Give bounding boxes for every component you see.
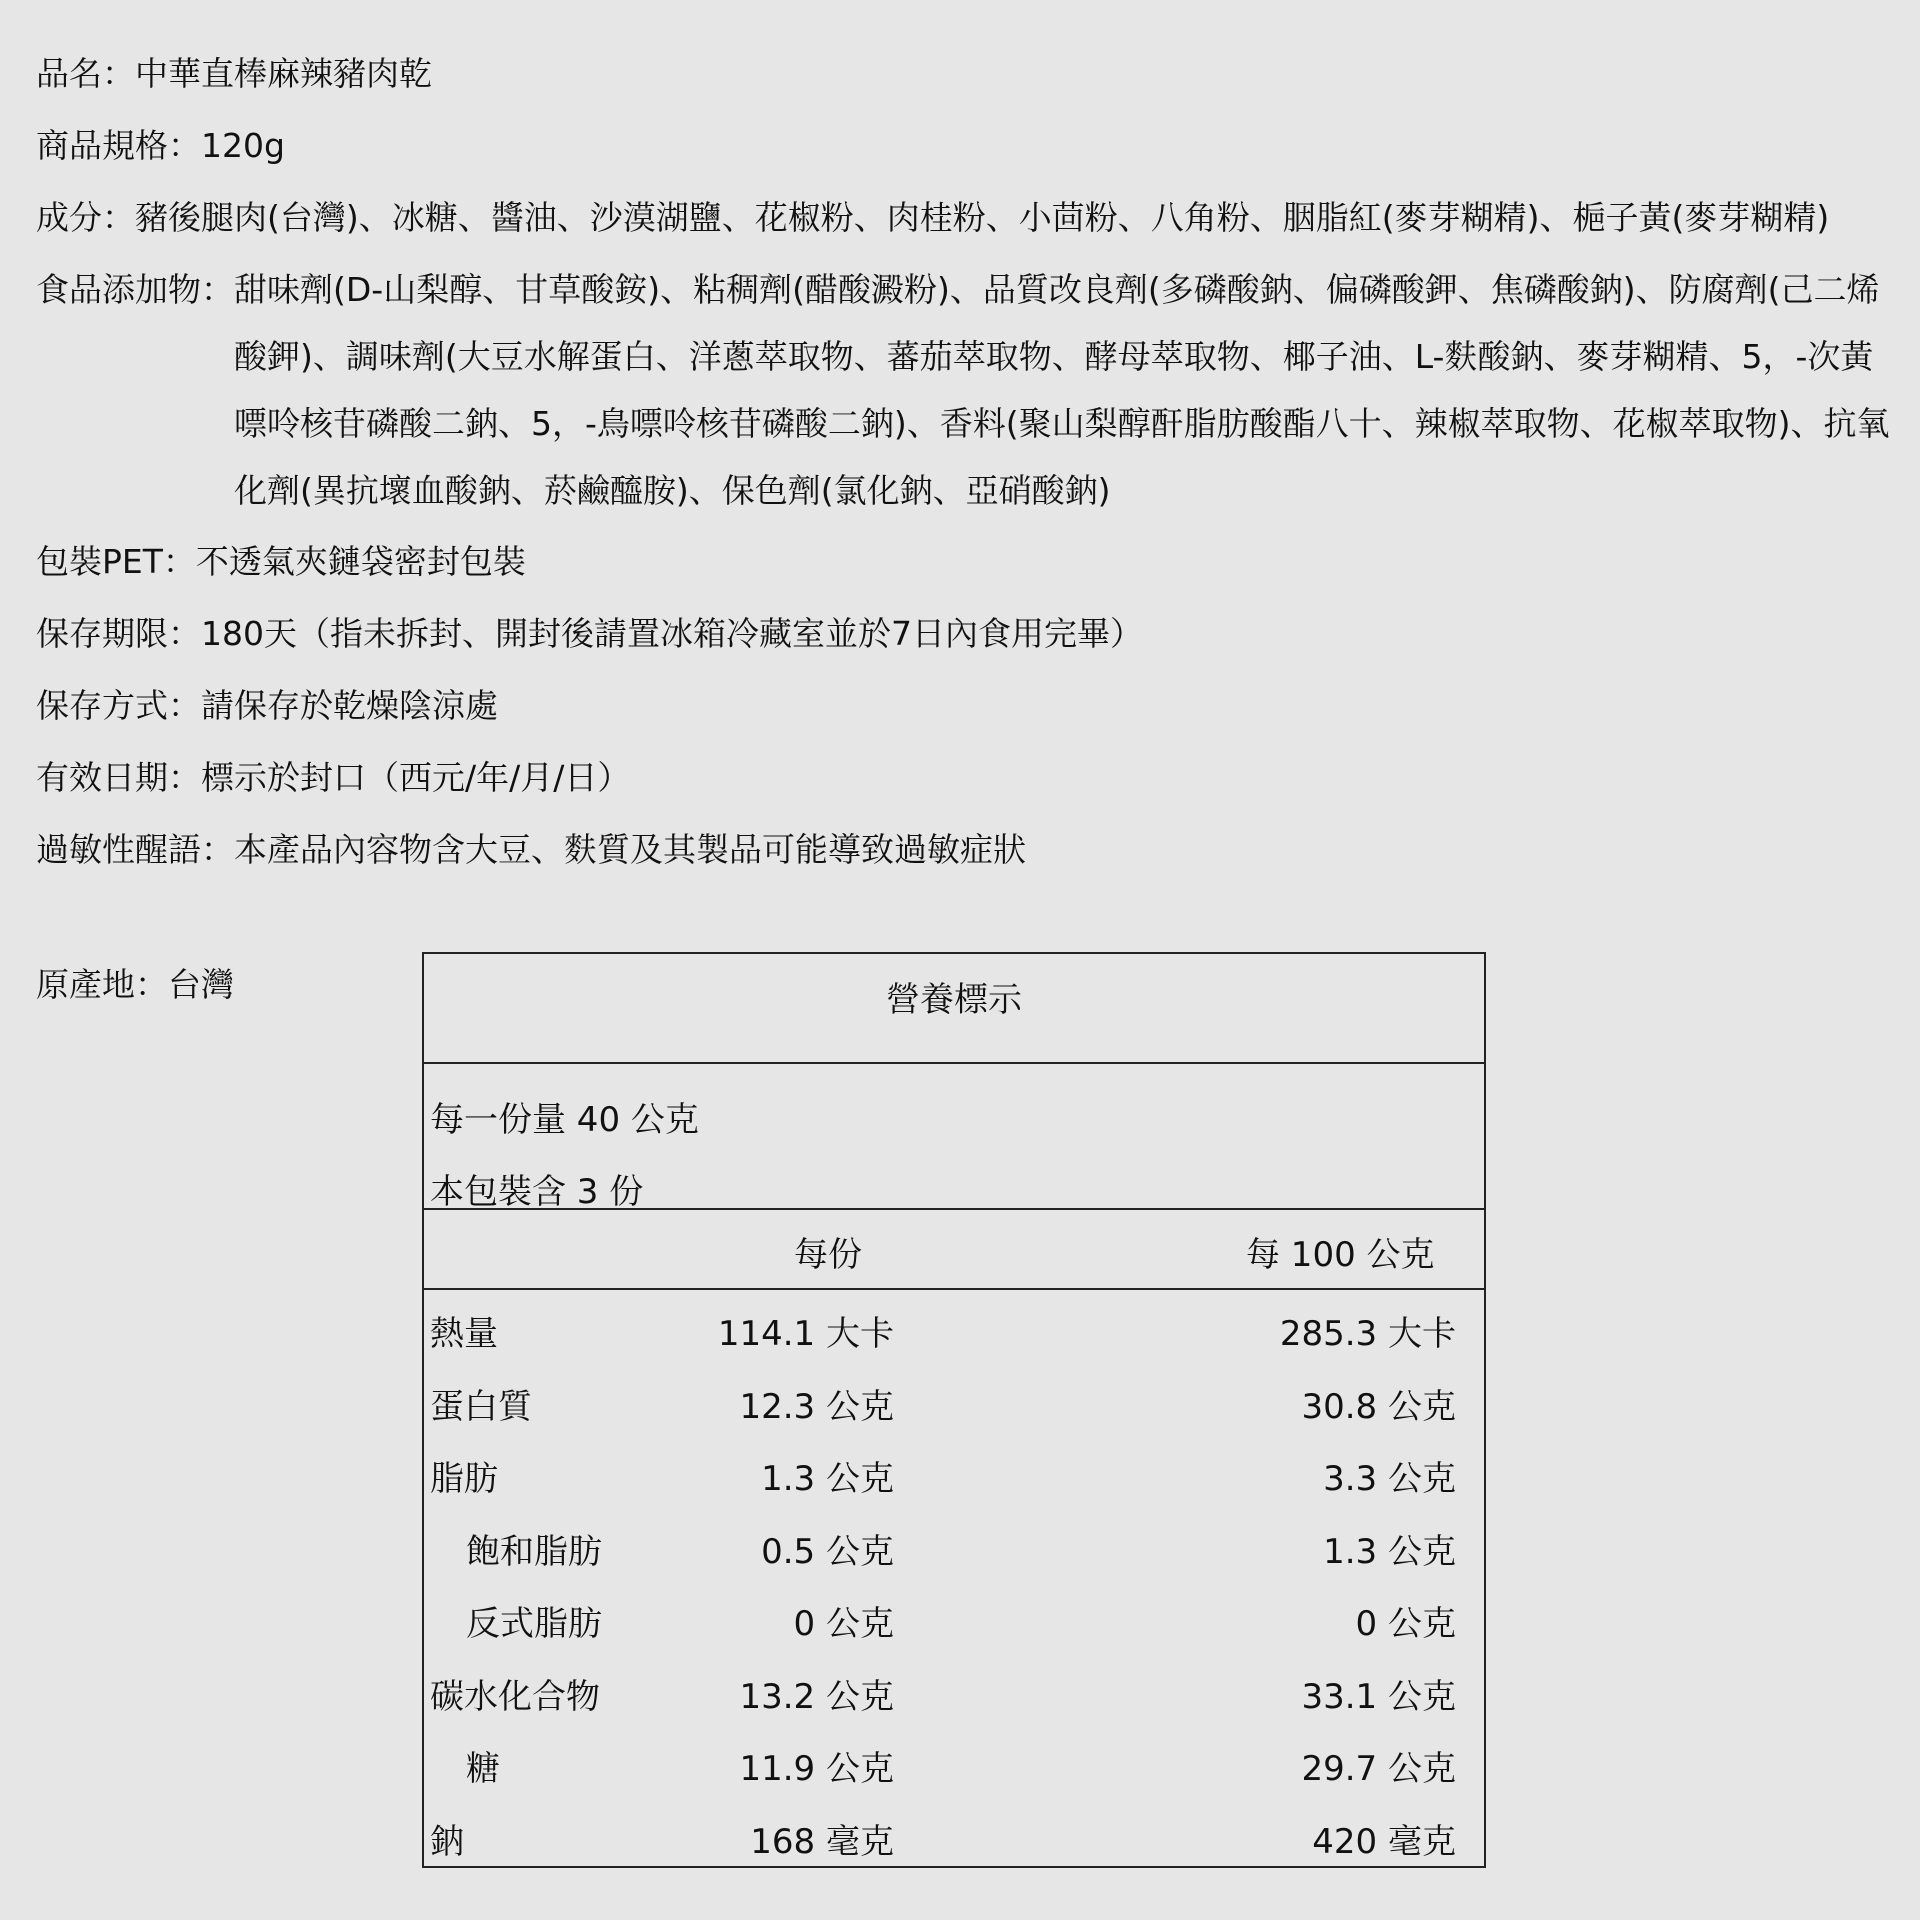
per-100g-value: 285.3 大卡 <box>1279 1314 1456 1354</box>
nutrient-name: 糖 <box>466 1749 500 1789</box>
servings-per-package: 本包裝含 3 份 <box>430 1172 644 1212</box>
info-value: 甜味劑(D-山梨醇、甘草酸銨)、粘稠劑(醋酸澱粉)、品質改良劑(多磷酸鈉、偏磷酸鉀、焦磷酸鈉)、防腐劑(己二烯酸鉀)、調味劑(大豆水解蛋白、洋蔥萃取物、蕃茄萃取物、酵母萃取物、椰子油、L-麩酸鈉、麥芽糊精、5，-次黃嘌呤核苷磷酸二鈉、5，-鳥嘌呤核苷磷酸二鈉)、香料(聚山梨醇酐脂肪酸酯八十、辣椒萃取物、花椒萃取物)、抗氧化劑(異抗壞血酸鈉、菸鹼醯胺)、保色劑(氯化鈉、亞硝酸鈉) <box>234 270 1890 510</box>
origin <box>36 958 234 1012</box>
nutrition-title: 營養標示 <box>424 954 1484 1064</box>
per-serving-value: 168 毫克 <box>750 1821 894 1862</box>
info-value: 標示於封口（西元/年/月/日） <box>201 758 631 797</box>
nutrition-table <box>422 952 1486 1868</box>
info-value: 本產品內容物含大豆、麩質及其製品可能導致過敏症狀 <box>234 830 1026 869</box>
nutrient-row <box>424 1661 1484 1734</box>
info-label: 過敏性醒語： <box>36 830 234 869</box>
info-value: 中華直棒麻辣豬肉乾 <box>135 54 432 93</box>
info-label: 保存期限： <box>36 614 201 653</box>
per-100g-value: 3.3 公克 <box>1323 1459 1456 1499</box>
nutrient-row <box>424 1588 1484 1661</box>
per-serving-value: 0 公克 <box>793 1604 894 1644</box>
per-100g-value: 0 公克 <box>1355 1604 1456 1644</box>
per-100g-value: 420 毫克 <box>1312 1821 1456 1862</box>
nutrient-name: 蛋白質 <box>430 1386 532 1427</box>
info-row-ingredients <box>36 184 1896 252</box>
info-row-packaging <box>36 528 1896 596</box>
nutrient-row <box>424 1371 1484 1444</box>
serving-size: 每一份量 40 公克 <box>430 1100 699 1140</box>
per-serving-value: 12.3 公克 <box>739 1386 894 1427</box>
info-value: 120g <box>201 126 285 165</box>
info-row-additives <box>36 256 1896 524</box>
nutrient-name: 熱量 <box>430 1314 498 1354</box>
nutrient-row <box>424 1516 1484 1589</box>
per-100g-value: 33.1 公克 <box>1301 1676 1456 1717</box>
per-serving-value: 0.5 公克 <box>761 1531 894 1572</box>
nutrition-header <box>424 1210 1484 1290</box>
per-100g-value: 30.8 公克 <box>1301 1386 1456 1427</box>
per-serving-value: 114.1 大卡 <box>717 1314 894 1354</box>
info-label: 有效日期： <box>36 758 201 797</box>
nutrient-row <box>424 1733 1484 1806</box>
info-label: 品名： <box>36 54 135 93</box>
nutrient-row <box>424 1806 1484 1879</box>
col-per-100g: 每 100 公克 <box>1246 1235 1435 1275</box>
per-100g-value: 1.3 公克 <box>1323 1531 1456 1572</box>
nutrient-row <box>424 1298 1484 1371</box>
origin-label: 原產地： <box>36 965 168 1004</box>
info-value: 不透氣夾鏈袋密封包裝 <box>195 542 526 581</box>
nutrient-name: 反式脂肪 <box>466 1604 602 1644</box>
nutrient-name: 碳水化合物 <box>430 1676 600 1717</box>
info-row-spec <box>36 112 1896 180</box>
info-label: 食品添加物： <box>36 270 234 309</box>
info-row-name <box>36 40 1896 108</box>
info-label: 保存方式： <box>36 686 201 725</box>
per-serving-value: 1.3 公克 <box>761 1459 894 1499</box>
nutrient-name: 飽和脂肪 <box>466 1531 602 1572</box>
nutrient-row <box>424 1443 1484 1516</box>
per-100g-value: 29.7 公克 <box>1301 1749 1456 1789</box>
col-per-serving: 每份 <box>794 1235 862 1275</box>
info-row-storage <box>36 672 1896 740</box>
origin-value: 台灣 <box>168 965 234 1004</box>
info-row-allergen <box>36 816 1896 884</box>
nutrient-name: 鈉 <box>430 1821 464 1862</box>
per-serving-value: 13.2 公克 <box>739 1676 894 1717</box>
info-label: 包裝PET： <box>36 542 196 581</box>
serving-info <box>424 1064 1484 1210</box>
per-serving-value: 11.9 公克 <box>739 1749 894 1789</box>
nutrition-rows <box>424 1290 1484 1878</box>
info-value: 請保存於乾燥陰涼處 <box>201 686 498 725</box>
product-info <box>36 40 1896 888</box>
info-value: 豬後腿肉(台灣)、冰糖、醬油、沙漠湖鹽、花椒粉、肉桂粉、小茴粉、八角粉、胭脂紅(麥芽糊精)、梔子黃(麥芽糊精) <box>135 198 1830 237</box>
info-row-shelf-life <box>36 600 1896 668</box>
info-value: 180天（指未拆封、開封後請置冰箱冷藏室並於7日內食用完畢） <box>201 614 1143 653</box>
info-label: 商品規格： <box>36 126 201 165</box>
nutrient-name: 脂肪 <box>430 1459 498 1499</box>
info-row-expiry <box>36 744 1896 812</box>
info-label: 成分： <box>36 198 135 237</box>
